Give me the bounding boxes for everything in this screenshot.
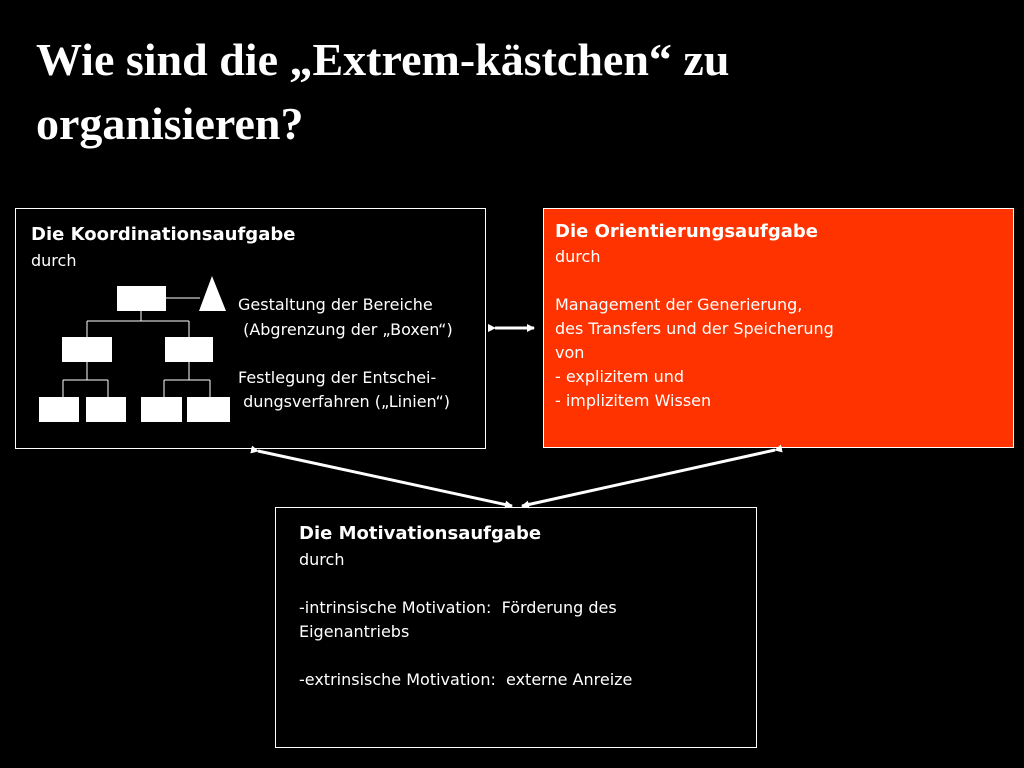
double-arrow-orient-motiv (522, 450, 775, 506)
motivation-line-3: -extrinsische Motivation: externe Anreize (299, 670, 633, 689)
orientierung-heading: Die Orientierungsaufgabe (555, 221, 818, 242)
orientierung-line-3: von (555, 343, 585, 362)
koordination-item2-line2: dungsverfahren („Linien“) (238, 392, 451, 411)
motivation-heading: Die Motivationsaufgabe (299, 523, 542, 544)
koordination-item2-line1: Festlegung der Entschei- (238, 368, 437, 387)
orientierung-line-2: des Transfers und der Speicherung (555, 319, 834, 338)
koordination-item1-line1: Gestaltung der Bereiche (238, 295, 433, 314)
title-line-1: Wie sind die „Extrem-kästchen“ zu (36, 34, 730, 85)
orientierung-by: durch (555, 247, 601, 266)
koordination-by: durch (31, 251, 77, 270)
orientierung-line-4: - explizitem und (555, 367, 685, 386)
koordination-item1-line2: (Abgrenzung der „Boxen“) (238, 320, 453, 339)
title-line-2: organisieren? (36, 98, 304, 149)
orientierung-line-1: Management der Generierung, (555, 295, 803, 314)
orientierung-line-5: - implizitem Wissen (555, 391, 712, 410)
motivation-line-1: -intrinsische Motivation: Förderung des (299, 598, 617, 617)
motivation-by: durch (299, 550, 345, 569)
koordination-heading: Die Koordinationsaufgabe (31, 224, 296, 245)
motivation-line-2: Eigenantriebs (299, 622, 410, 641)
double-arrow-koord-motiv (258, 451, 512, 506)
